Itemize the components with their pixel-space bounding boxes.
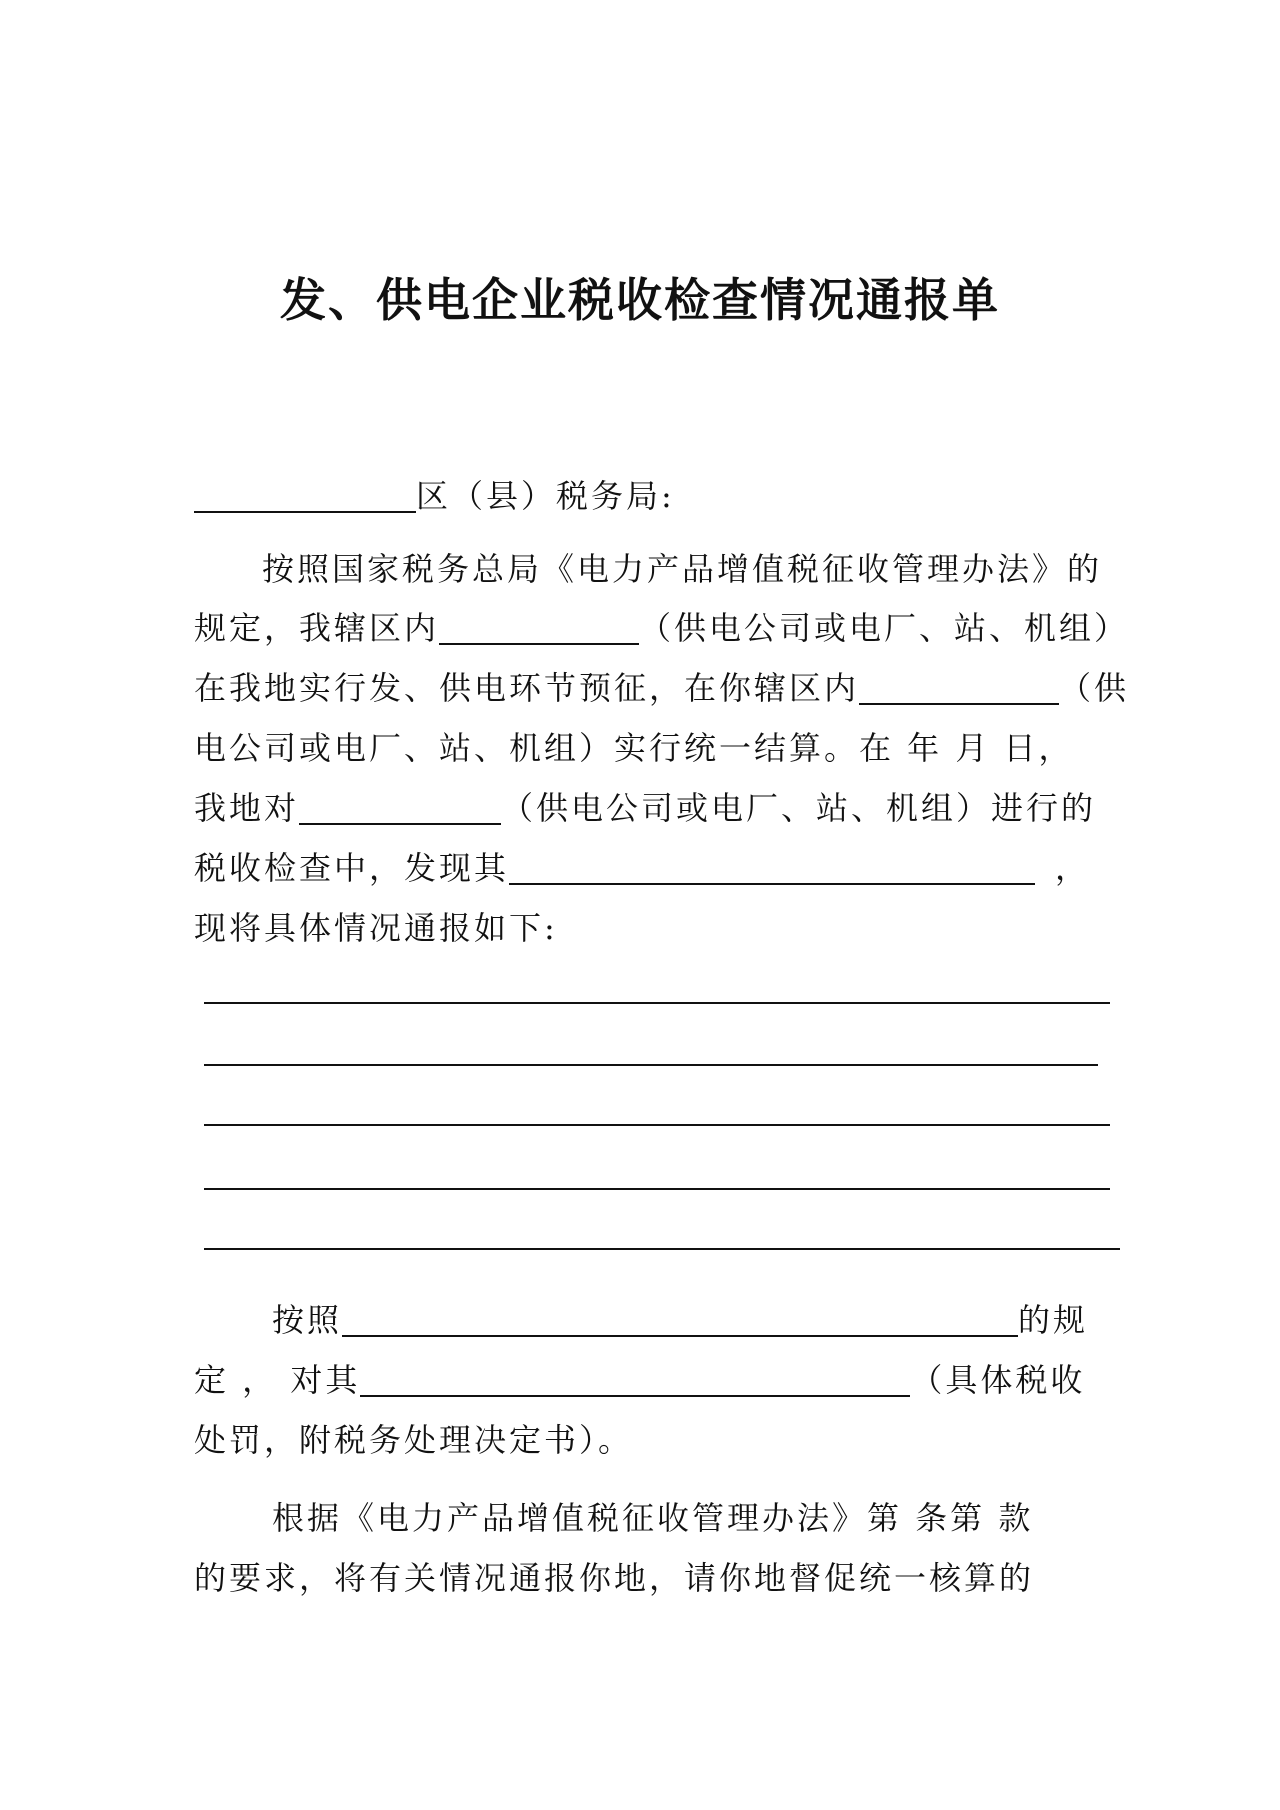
- para1-line3-a: 在我地实行发、供电环节预征，在你辖区内: [194, 669, 860, 707]
- para1-line2: [194, 606, 1129, 650]
- penalty-blank[interactable]: [360, 1363, 910, 1397]
- para1-line3-b: （供: [1059, 669, 1130, 707]
- para1-line6-b: ，: [1055, 849, 1091, 887]
- addressee-suffix: 区（县）税务局:: [416, 477, 675, 515]
- para1-line2-a: 规定，我辖区内: [194, 609, 440, 647]
- inspected-company-blank[interactable]: [299, 791, 501, 825]
- para2-line1-a: 按照: [272, 1301, 343, 1339]
- addressee-line: [194, 474, 675, 518]
- details-line[interactable]: [204, 1124, 1110, 1126]
- para1-line5-a: 我地对: [194, 789, 300, 827]
- para1-line1: 按照国家税务总局《电力产品增值税征收管理办法》的: [262, 550, 1103, 588]
- para2-line2-b: （具体税收: [910, 1361, 1086, 1399]
- para2-line1-b: 的规: [1018, 1301, 1089, 1339]
- para3-line1: 根据《电力产品增值税征收管理办法》第 条第 款: [272, 1499, 1034, 1537]
- document-title: 发、供电企业税收检查情况通报单: [280, 273, 1000, 327]
- details-line[interactable]: [204, 1064, 1098, 1066]
- para1-line5-b: （供电公司或电厂、站、机组）进行的: [501, 789, 1097, 827]
- para1-line6-a: 税收检查中，发现其: [194, 849, 510, 887]
- para1-line5: [194, 786, 1096, 830]
- para2-line2: [194, 1358, 1085, 1402]
- findings-blank[interactable]: [509, 851, 1035, 885]
- para2-line2-a: 定 ， 对其: [194, 1361, 361, 1399]
- para1-line3: [194, 666, 1129, 710]
- para2-line1: [272, 1298, 1088, 1342]
- local-company-blank[interactable]: [439, 611, 639, 645]
- para3-line2: 的要求，将有关情况通报你地，请你地督促统一核算的: [194, 1559, 1035, 1597]
- details-line[interactable]: [204, 1188, 1110, 1190]
- para1-line2-b: （供电公司或电厂、站、机组）: [639, 609, 1130, 647]
- details-line[interactable]: [204, 1002, 1110, 1004]
- district-blank[interactable]: [194, 479, 416, 513]
- para1-line6: [194, 846, 1090, 890]
- regulation-blank[interactable]: [342, 1303, 1018, 1337]
- para2-line3: 处罚，附税务处理决定书）。: [194, 1421, 634, 1459]
- remote-company-blank[interactable]: [859, 671, 1059, 705]
- para1-line4: 电公司或电厂、站、机组）实行统一结算。在 年 月 日，: [194, 729, 1074, 767]
- details-line[interactable]: [204, 1248, 1120, 1250]
- para1-line7: 现将具体情况通报如下:: [194, 909, 558, 947]
